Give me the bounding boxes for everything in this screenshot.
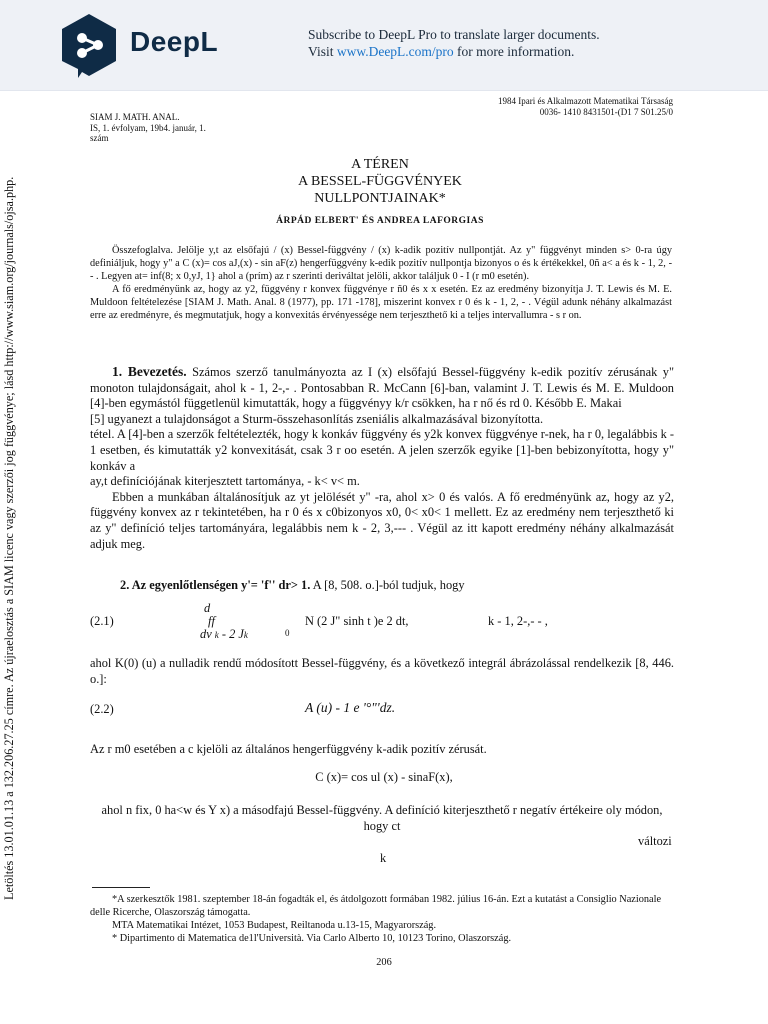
issn-line: 0036- 1410 8431501-(D1 7 S01.25/0	[539, 106, 673, 117]
equation-2-1-bound: 0	[285, 628, 290, 638]
journal-info	[90, 112, 206, 144]
footnote-2: MTA Matematikai Intézet, 1053 Budapest, Reiltanoda u.13-15, Magyarország.	[112, 920, 437, 931]
intro-paragraph-3: tétel. A [4]-ben a szerzők feltételezték, hogy k konkáv függvény és y2k konvex függvénye r-nek, ha r 0, legalábbis k - 1 esetben, és kimutatták y2 konvexitását, csak 3 r oo esetén. A jelen szerzők egyike [1]-ben bebizonyította, hogy y" konkáv a	[90, 427, 674, 473]
footnote-1: *A szerkesztők 1981. szeptember 18-án fogadták el, és átdolgozott formában 1982. július 16-án. Ezt a kutatást a Consiglio Nazionale delle Ricerche, Olaszország támogatta.	[90, 894, 662, 918]
equation-2-1-lhs: d ff dv k - 2 Jk	[200, 601, 248, 641]
download-notice-text: Letöltés 13.01.01.13 a 132.206.27.25 címre. Az újraelosztás a SIAM licenc vagy szerzői jog függvénye; lásd http://www.siam.org/journals/ojsa.php.	[2, 176, 16, 900]
footnote-rule	[92, 887, 150, 888]
title-line-3: NULLPONTJAINAK*	[314, 191, 446, 206]
page-title	[90, 156, 670, 207]
deepl-pro-link[interactable]: www.DeepL.com/pro	[336, 44, 454, 59]
equation-2-2-body: A (u) - 1 e '°"'dz.	[305, 700, 396, 715]
equation-2-2-label: (2.2)	[90, 702, 114, 716]
section-introduction	[90, 364, 674, 552]
section-2-heading-line	[90, 578, 674, 594]
journal-issue: szám	[90, 133, 109, 143]
section-2-paragraph-3-right: változi	[638, 834, 672, 848]
banner-line-2-suffix: for more information.	[453, 44, 575, 59]
intro-paragraph-2: [5] ugyanezt a tulajdonságot a Sturm-összehasonlítás zseniális alkalmazásával bizonyította.	[90, 411, 544, 426]
download-notice	[2, 145, 22, 905]
abstract-paragraph-1: Összefoglalva. Jelölje y,t az elsőfajú / (x) Bessel-függvény / (x) k-adik pozitív nullpontját. Az y" függvényt minden s> 0-ra úgy definiáljuk, hogy y" a C (x)= cos aJ,(x) - sin aF(z) hengerfüggvény k-edik pozitív nullpontja bizonyos o és k értékekkel, 0ñ a< a és k - 1, 2, -- . Legyen at= inf(8; x 0,yJ, 1} ahol a (prím) az r szerinti deriváltat jelöli, akkor találjuk 0 - I (r m0 esetén).	[90, 245, 672, 282]
section-2-paragraph-2: Az r m0 esetében a c kjelöli az általános hengerfüggvény k-adik pozitív zérusát.	[90, 742, 487, 756]
copyright-info	[498, 96, 673, 117]
intro-paragraph-1	[90, 364, 674, 412]
banner-line-2-prefix: Visit	[308, 44, 337, 59]
footnote-3: * Dipartimento di Matematica de1l'Università. Via Carlo Alberto 10, 10123 Torino, Olaszország.	[112, 933, 512, 944]
section-2-heading: 2. Az egyenlőtlenségen y'= 'f'' dr> 1.	[120, 578, 311, 592]
section-1-heading: 1. Bevezetés.	[112, 364, 187, 379]
title-line-1: A TÉREN	[351, 157, 409, 172]
equation-2-3: C (x)= cos ul (x) - sinaF(x),	[315, 770, 453, 784]
equation-2-1-condition: k - 1, 2-,- - ,	[488, 614, 548, 628]
deepl-logo-icon	[58, 12, 120, 78]
intro-paragraph-5: Ebben a munkában általánosítjuk az yt jelölését y" -ra, ahol x> 0 és valós. A fő eredményünk az, hogy az y2, függvény konvex az r tekintetében, ha r 0 és x c0bizonyos x0, 0< x0< 1 mellett. Ez az eredmény nem terjeszthető ki az y" definíció teljes tartományára, legalábbis nem k - 2, 3,--- . Végül az itt kapott eredmény néhány alkalmazását adjuk meg.	[90, 489, 674, 551]
equation-2-1-label: (2.1)	[90, 614, 114, 628]
abstract	[90, 244, 672, 322]
section-2-paragraph-3: ahol n fix, 0 ha<w és Y x) a másodfajú Bessel-függvény. A definíció kiterjeszthető r negatív értékeire oly módon, hogy ct	[101, 803, 663, 833]
page-number: 206	[376, 957, 392, 968]
journal-name: SIAM J. MATH. ANAL.	[90, 112, 180, 122]
banner-line-1: Subscribe to DeepL Pro to translate larger documents.	[308, 27, 600, 42]
equation-2-1-body: N (2 J" sinh t )e 2 dt,	[305, 614, 409, 628]
deepl-banner	[0, 0, 768, 91]
section-2-paragraph-3-k: k	[380, 851, 387, 865]
footnotes	[90, 893, 676, 945]
section-2-paragraph-1: ahol K(0) (u) a nulladik rendű módosított Bessel-függvény, és a következő integrál ábrázolással rendelkezik [8, 446. o.]:	[90, 656, 674, 686]
intro-text-1: Számos szerző tanulmányozta az I (x) elsőfajú Bessel-függvény k-edik pozitív zérusának y" monoton tulajdonságait, ahol k - 1, 2-,- . Pontosabban R. McCann [6]-ban, valamint J. T. Lewis és M. E. Muldoon [4]-ben egymástól függetlenül kimutatták, hogy a függvényy k/r csökken, ha r nő és rd 0. Később E. Makai	[90, 365, 675, 411]
title-line-2: A BESSEL-FÜGGVÉNYEK	[298, 174, 462, 189]
journal-volume: IS, 1. évfolyam, 19b4. január, 1.	[90, 122, 206, 133]
authors: ÁRPÁD ELBERT' ÉS ANDREA LAFORGIAS	[276, 216, 484, 226]
banner-message	[308, 26, 600, 60]
abstract-paragraph-2: A fő eredményünk az, hogy az y2, függvény r konvex függvénye r ñ0 és x x esetén. Ez az eredmény bizonyítja J. T. Lewis és M. E. Muldoon feltételezése [SIAM J. Math. Anal. 8 (1977), pp. 171 -178], miszerint konvex r 0 és k - 1, 2, - . Végül adunk néhány alkalmazást erre az eredményre, és megmutatjuk, hogy a konvexitás érvényessége nem terjeszthető ki a teljes intervallumra - s r on.	[90, 284, 672, 321]
deepl-brand: DeepL	[130, 26, 219, 57]
copyright-line: 1984 Ipari és Alkalmazott Matematikai Társaság	[497, 96, 673, 106]
intro-paragraph-4: ay,t definíciójának kiterjesztett tartománya, - k< v< m.	[90, 474, 360, 489]
section-2-heading-rest: A [8, 508. o.]-ból tudjuk, hogy	[312, 578, 465, 592]
banner-line-2	[308, 43, 600, 60]
